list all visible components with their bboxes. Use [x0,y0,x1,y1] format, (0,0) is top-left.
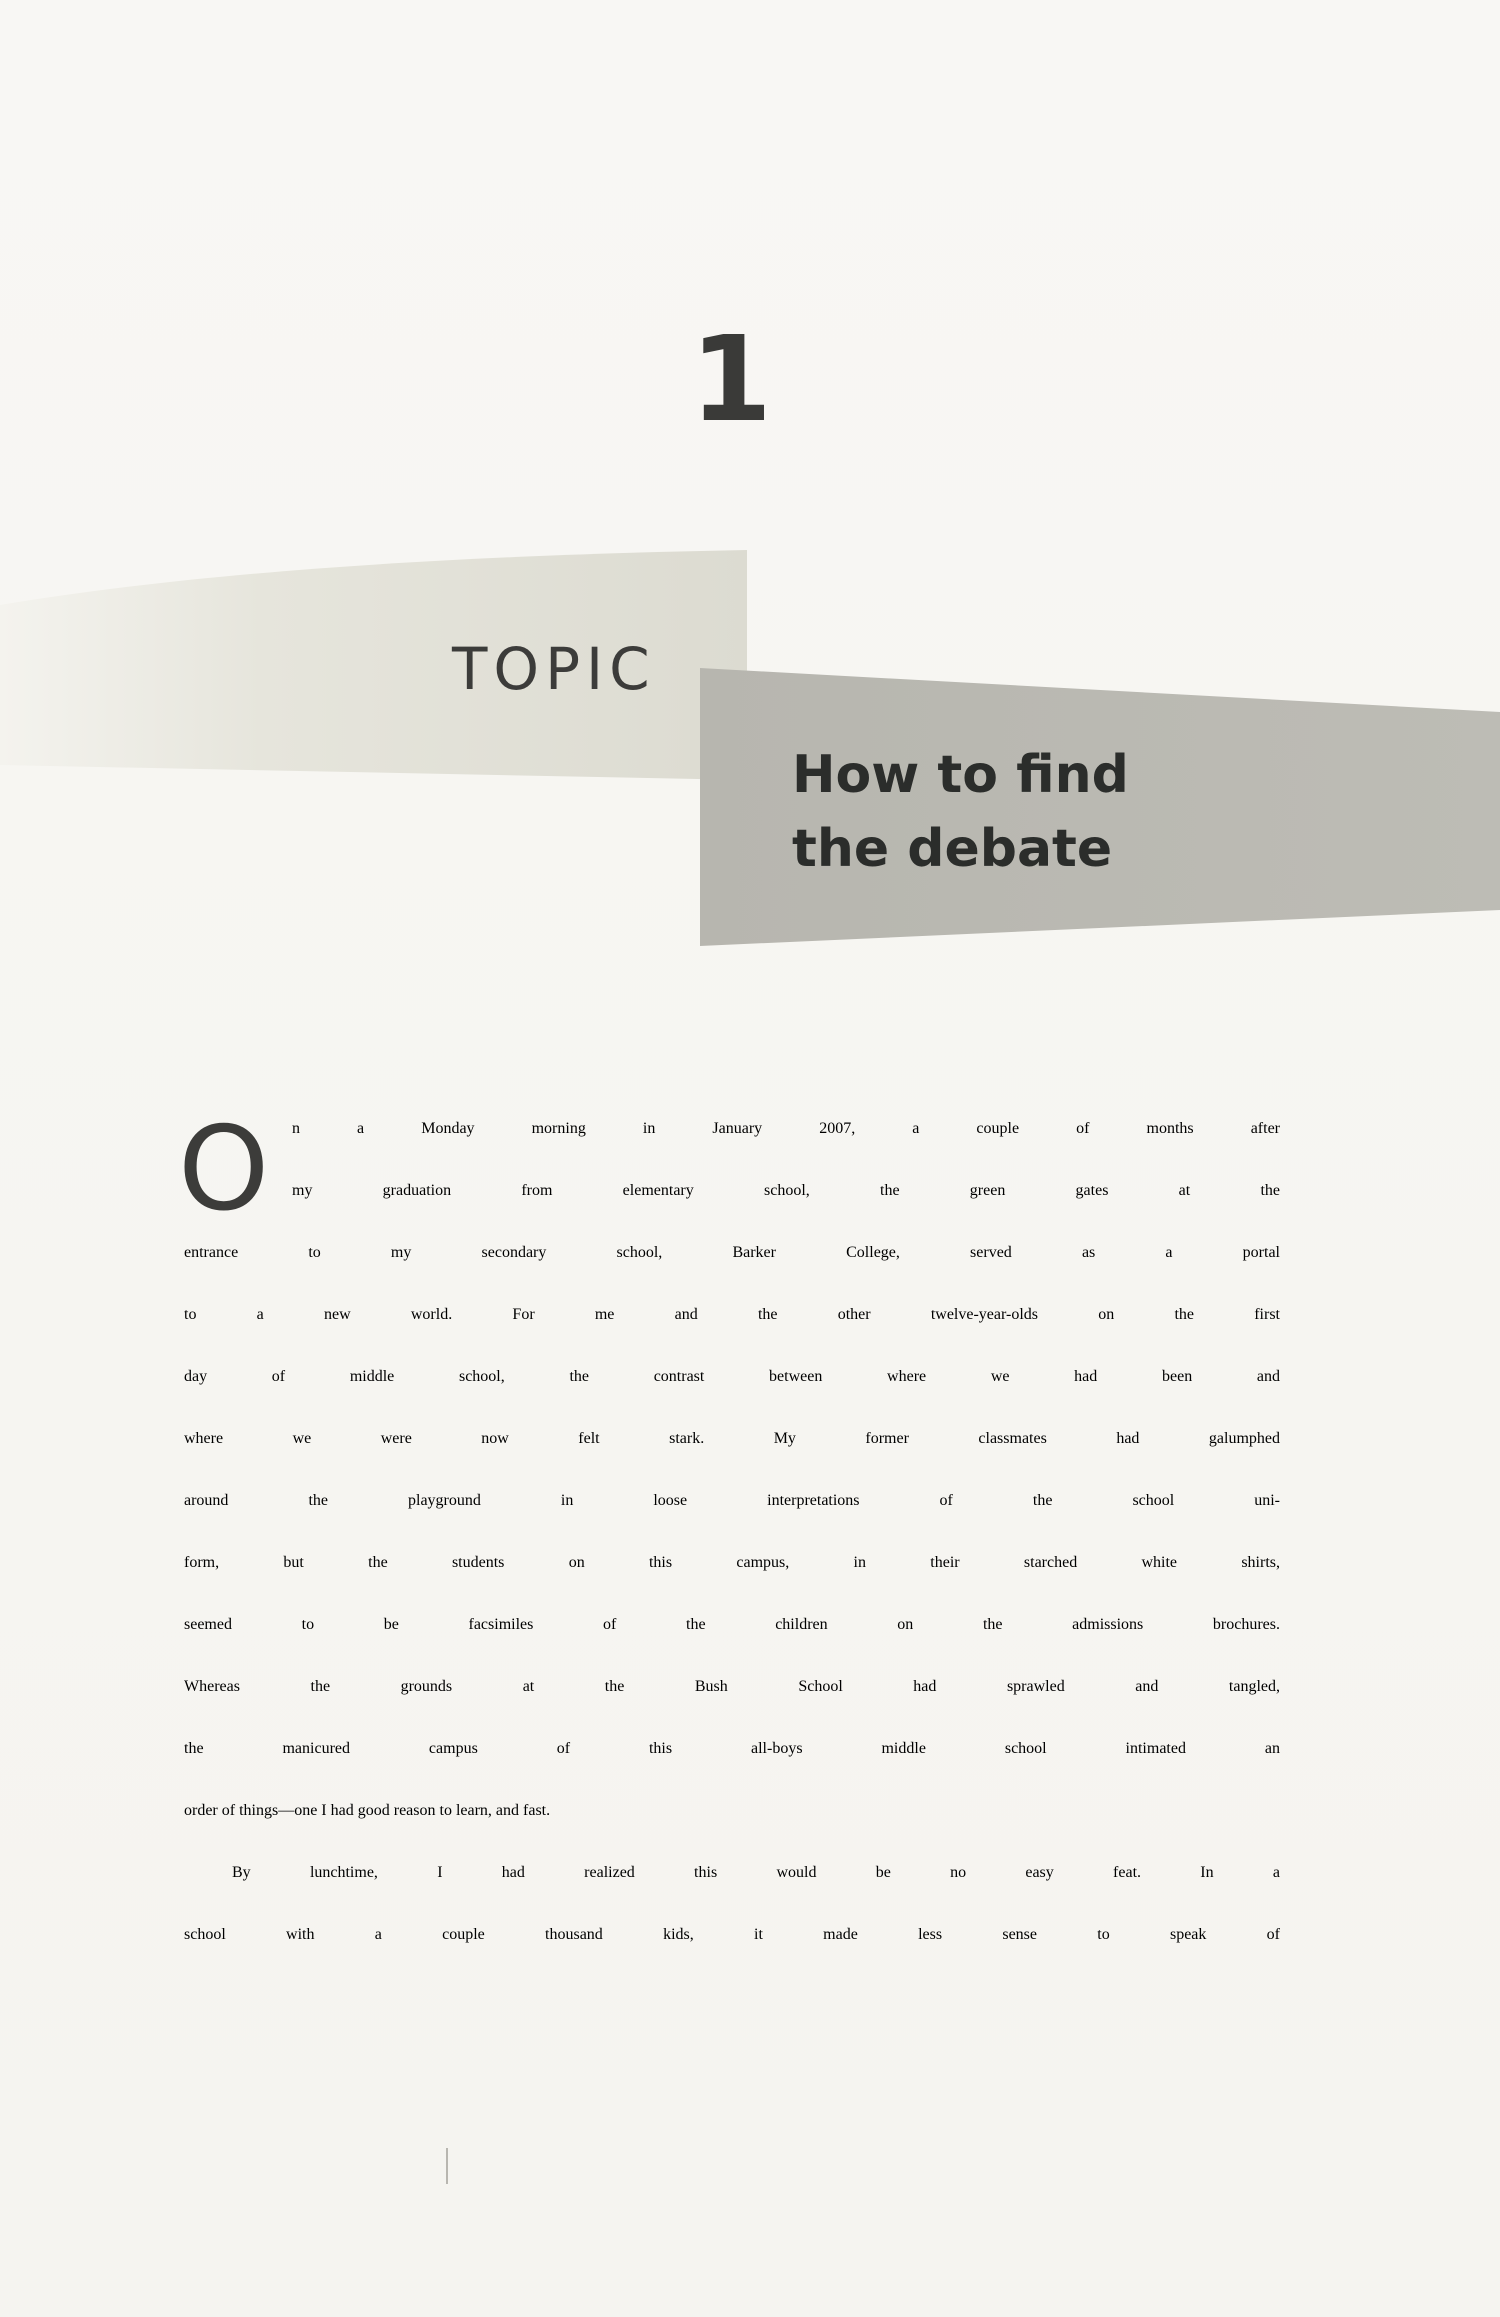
body-line: the manicured campus of this all-boys middle school intimated an [184,1740,1280,1757]
body-text [184,1244,1280,1988]
body-line: Whereas the grounds at the Bush School had sprawled and tangled, [184,1678,1280,1695]
drop-cap: O [178,1102,270,1237]
body-line: n a Monday morning in January 2007, a couple of months after [292,1120,1280,1137]
chapter-title-line-1: How to find [792,745,1129,805]
body-line: my graduation from elementary school, the green gates at the [292,1182,1280,1199]
scan-mark [446,2148,448,2184]
body-text-opening [292,1120,1280,1244]
body-line: to a new world. For me and the other twelve-year-olds on the first [184,1306,1280,1323]
chapter-title [792,738,1292,886]
chapter-title-line-2: the debate [792,819,1113,879]
body-line: order of things—one I had good reason to learn, and fast. [184,1802,551,1819]
body-line: where we were now felt stark. My former classmates had galumphed [184,1430,1280,1447]
body-line: day of middle school, the contrast between where we had been and [184,1368,1280,1385]
body-line: form, but the students on this campus, in their starched white shirts, [184,1554,1280,1571]
body-line: seemed to be facsimiles of the children on the admissions brochures. [184,1616,1280,1633]
body-line: entrance to my secondary school, Barker College, served as a portal [184,1244,1280,1261]
chapter-number: 1 [689,310,771,448]
topic-label: TOPIC [452,635,656,703]
body-line: school with a couple thousand kids, it made less sense to speak of [184,1926,1280,1943]
body-line: By lunchtime, I had realized this would be no easy feat. In a [232,1864,1280,1881]
body-line: around the playground in loose interpretations of the school uni- [184,1492,1280,1509]
